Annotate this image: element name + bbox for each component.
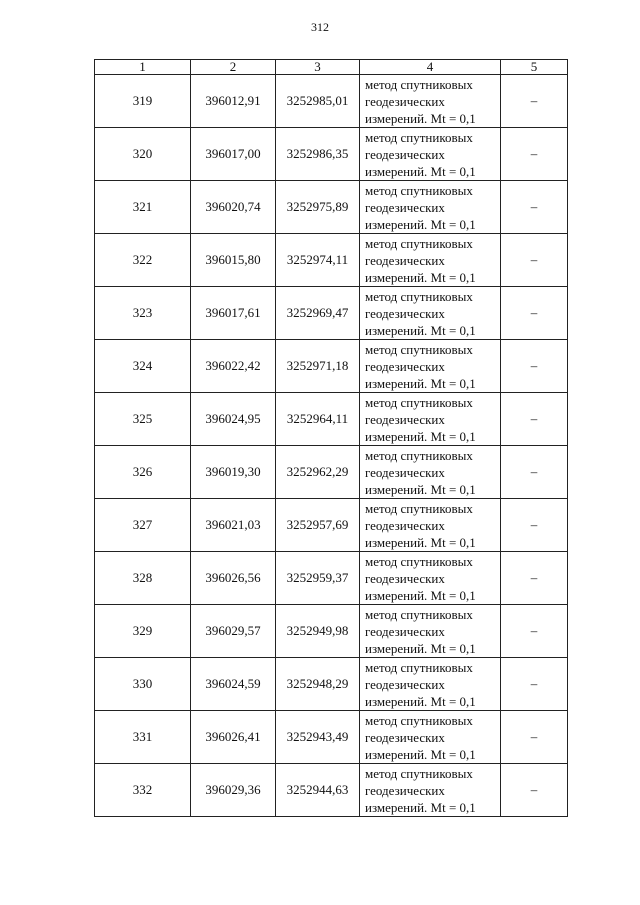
table-row <box>95 287 568 340</box>
table-row <box>95 764 568 817</box>
note-cell: – <box>501 552 568 605</box>
point-number: 320 <box>95 128 191 181</box>
page-number: 312 <box>311 20 329 34</box>
note-cell: – <box>501 658 568 711</box>
coordinate-x: 396029,36 <box>191 764 276 817</box>
note-cell: – <box>501 75 568 128</box>
method-cell <box>360 393 501 446</box>
coordinate-x: 396029,57 <box>191 605 276 658</box>
method-cell <box>360 128 501 181</box>
method-line-3: измерений. Mt = 0,1 <box>365 216 476 232</box>
method-line-2: геодезических <box>365 411 445 427</box>
coordinate-x: 396026,41 <box>191 711 276 764</box>
coordinate-y: 3252949,98 <box>276 605 360 658</box>
method-cell <box>360 446 501 499</box>
coordinate-x: 396024,59 <box>191 658 276 711</box>
coordinate-y: 3252975,89 <box>276 181 360 234</box>
method-line-2: геодезических <box>365 729 445 745</box>
method-line-2: геодезических <box>365 623 445 639</box>
point-number: 323 <box>95 287 191 340</box>
coordinate-x: 396022,42 <box>191 340 276 393</box>
note-cell: – <box>501 340 568 393</box>
method-line-3: измерений. Mt = 0,1 <box>365 640 476 656</box>
coordinate-y: 3252957,69 <box>276 499 360 552</box>
method-line-3: измерений. Mt = 0,1 <box>365 322 476 338</box>
point-number: 332 <box>95 764 191 817</box>
method-line-1: метод спутниковых <box>365 129 473 145</box>
coordinate-y: 3252964,11 <box>276 393 360 446</box>
coordinate-y: 3252959,37 <box>276 552 360 605</box>
method-line-1: метод спутниковых <box>365 500 473 516</box>
method-line-1: метод спутниковых <box>365 76 473 92</box>
method-cell <box>360 75 501 128</box>
method-line-2: геодезических <box>365 676 445 692</box>
coordinate-x: 396026,56 <box>191 552 276 605</box>
coordinate-x: 396017,61 <box>191 287 276 340</box>
method-cell <box>360 605 501 658</box>
method-line-3: измерений. Mt = 0,1 <box>365 746 476 762</box>
method-line-3: измерений. Mt = 0,1 <box>365 481 476 497</box>
method-line-1: метод спутниковых <box>365 182 473 198</box>
method-cell <box>360 552 501 605</box>
column-header-4: 4 <box>360 60 501 75</box>
method-cell <box>360 764 501 817</box>
method-line-3: измерений. Mt = 0,1 <box>365 110 476 126</box>
table-row <box>95 393 568 446</box>
coordinate-y: 3252986,35 <box>276 128 360 181</box>
note-cell: – <box>501 287 568 340</box>
method-cell <box>360 181 501 234</box>
method-line-1: метод спутниковых <box>365 553 473 569</box>
note-cell: – <box>501 499 568 552</box>
coordinate-y: 3252969,47 <box>276 287 360 340</box>
method-line-3: измерений. Mt = 0,1 <box>365 428 476 444</box>
column-header-3: 3 <box>276 60 360 75</box>
method-line-1: метод спутниковых <box>365 765 473 781</box>
coordinate-y: 3252962,29 <box>276 446 360 499</box>
method-line-2: геодезических <box>365 464 445 480</box>
method-line-2: геодезических <box>365 199 445 215</box>
method-line-1: метод спутниковых <box>365 288 473 304</box>
coordinate-y: 3252943,49 <box>276 711 360 764</box>
coordinate-y: 3252971,18 <box>276 340 360 393</box>
method-line-2: геодезических <box>365 782 445 798</box>
table-header-row <box>95 60 568 75</box>
point-number: 331 <box>95 711 191 764</box>
method-line-2: геодезических <box>365 252 445 268</box>
method-cell <box>360 499 501 552</box>
coordinate-x: 396024,95 <box>191 393 276 446</box>
point-number: 321 <box>95 181 191 234</box>
note-cell: – <box>501 181 568 234</box>
table-row <box>95 446 568 499</box>
table-row <box>95 711 568 764</box>
method-line-1: метод спутниковых <box>365 659 473 675</box>
point-number: 330 <box>95 658 191 711</box>
method-cell <box>360 340 501 393</box>
method-line-3: измерений. Mt = 0,1 <box>365 587 476 603</box>
table-row <box>95 75 568 128</box>
method-line-1: метод спутниковых <box>365 341 473 357</box>
coordinate-y: 3252974,11 <box>276 234 360 287</box>
point-number: 319 <box>95 75 191 128</box>
coordinate-y: 3252985,01 <box>276 75 360 128</box>
method-line-2: геодезических <box>365 305 445 321</box>
table-row <box>95 181 568 234</box>
coordinate-x: 396017,00 <box>191 128 276 181</box>
point-number: 328 <box>95 552 191 605</box>
table-row <box>95 552 568 605</box>
point-number: 327 <box>95 499 191 552</box>
point-number: 324 <box>95 340 191 393</box>
method-line-1: метод спутниковых <box>365 606 473 622</box>
method-line-3: измерений. Mt = 0,1 <box>365 375 476 391</box>
method-line-1: метод спутниковых <box>365 235 473 251</box>
method-line-3: измерений. Mt = 0,1 <box>365 693 476 709</box>
method-line-1: метод спутниковых <box>365 712 473 728</box>
note-cell: – <box>501 711 568 764</box>
method-cell <box>360 658 501 711</box>
method-line-2: геодезических <box>365 93 445 109</box>
note-cell: – <box>501 605 568 658</box>
point-number: 325 <box>95 393 191 446</box>
coordinate-x: 396012,91 <box>191 75 276 128</box>
column-header-5: 5 <box>501 60 568 75</box>
point-number: 322 <box>95 234 191 287</box>
table-row <box>95 340 568 393</box>
coordinate-y: 3252944,63 <box>276 764 360 817</box>
method-line-1: метод спутниковых <box>365 394 473 410</box>
method-cell <box>360 234 501 287</box>
note-cell: – <box>501 128 568 181</box>
column-header-2: 2 <box>191 60 276 75</box>
method-line-2: геодезических <box>365 517 445 533</box>
coordinate-y: 3252948,29 <box>276 658 360 711</box>
method-line-3: измерений. Mt = 0,1 <box>365 163 476 179</box>
note-cell: – <box>501 446 568 499</box>
table-row <box>95 658 568 711</box>
table-row <box>95 128 568 181</box>
table-row <box>95 234 568 287</box>
method-line-3: измерений. Mt = 0,1 <box>365 269 476 285</box>
coordinates-table <box>94 59 568 817</box>
coordinate-x: 396021,03 <box>191 499 276 552</box>
note-cell: – <box>501 234 568 287</box>
method-cell <box>360 287 501 340</box>
method-line-1: метод спутниковых <box>365 447 473 463</box>
point-number: 326 <box>95 446 191 499</box>
coordinate-x: 396020,74 <box>191 181 276 234</box>
table-row <box>95 605 568 658</box>
method-cell <box>360 711 501 764</box>
method-line-3: измерений. Mt = 0,1 <box>365 534 476 550</box>
point-number: 329 <box>95 605 191 658</box>
coordinate-x: 396015,80 <box>191 234 276 287</box>
column-header-1: 1 <box>95 60 191 75</box>
coordinate-x: 396019,30 <box>191 446 276 499</box>
table-row <box>95 499 568 552</box>
method-line-2: геодезических <box>365 146 445 162</box>
method-line-2: геодезических <box>365 570 445 586</box>
method-line-3: измерений. Mt = 0,1 <box>365 799 476 815</box>
method-line-2: геодезических <box>365 358 445 374</box>
note-cell: – <box>501 393 568 446</box>
note-cell: – <box>501 764 568 817</box>
